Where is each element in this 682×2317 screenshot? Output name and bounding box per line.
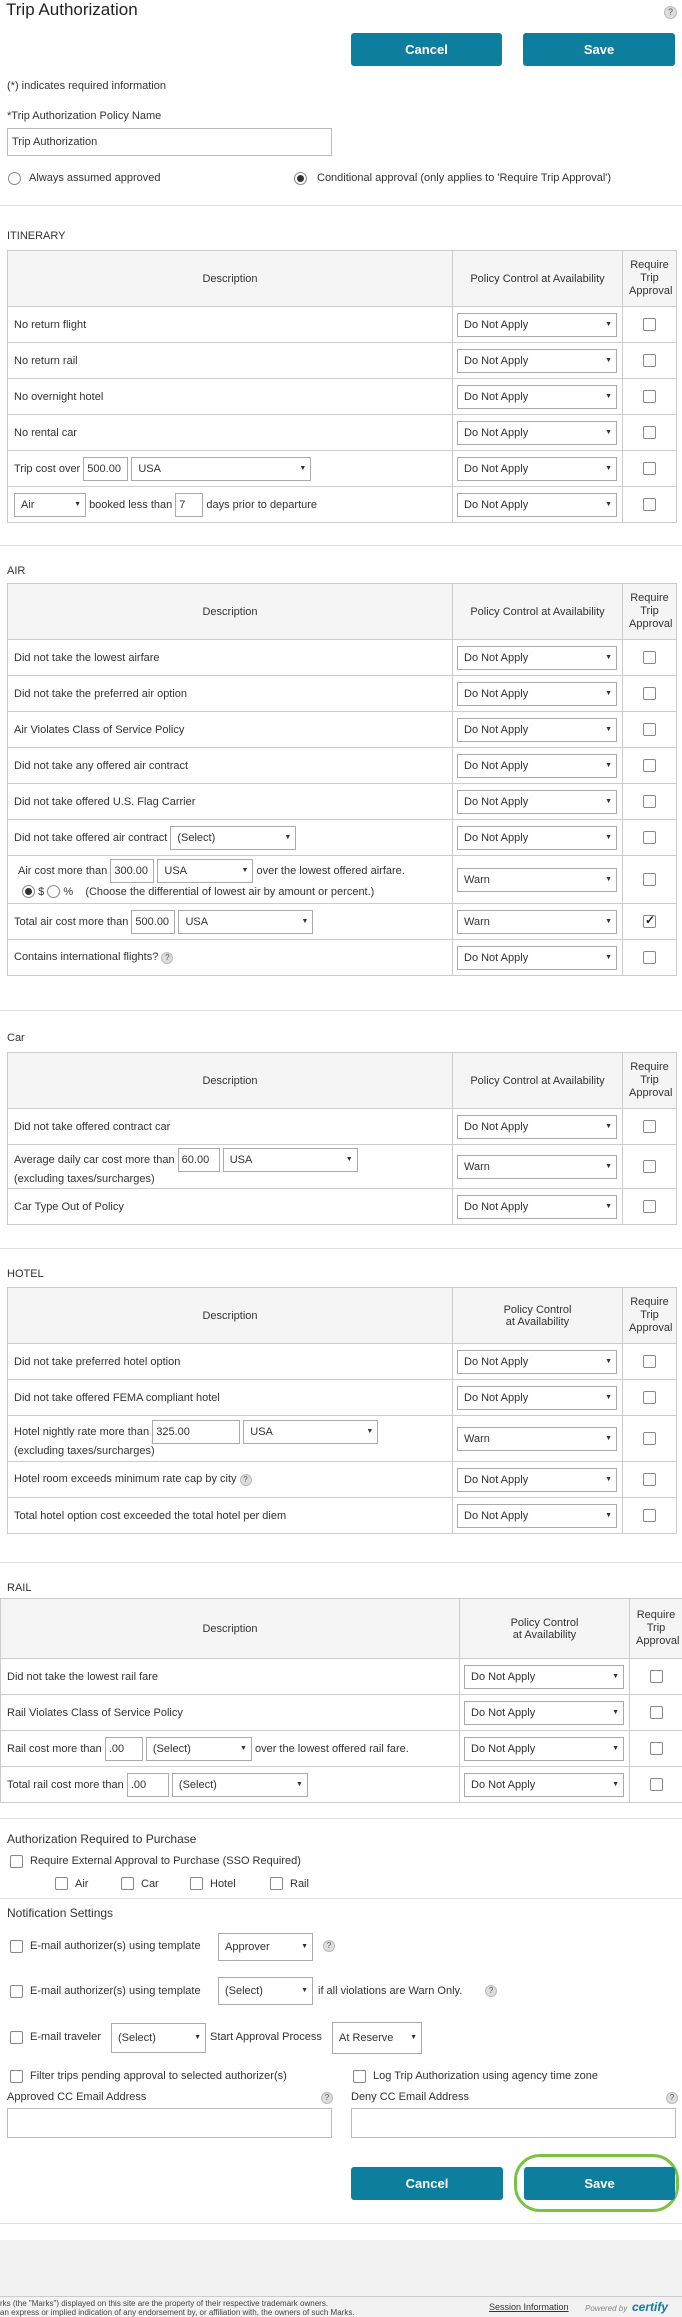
require-approval-checkbox[interactable] bbox=[643, 873, 656, 886]
external-approval-label: Require External Approval to Purchase (SSO Required) bbox=[30, 1855, 301, 1867]
require-approval-checkbox[interactable] bbox=[643, 462, 656, 475]
radio-always-approved[interactable] bbox=[8, 172, 21, 185]
col-require-approval: Require Trip Approval bbox=[623, 1288, 677, 1344]
col-policy-control: Policy Control at Availability bbox=[453, 1288, 623, 1344]
page-title: Trip Authorization bbox=[6, 0, 138, 19]
email-authorizer-checkbox[interactable] bbox=[10, 1940, 23, 1953]
purchase-air-checkbox[interactable] bbox=[55, 1877, 68, 1890]
table-row bbox=[8, 856, 677, 904]
booking-mode-select[interactable]: Air ▼ bbox=[14, 493, 86, 517]
radio-dollar[interactable] bbox=[22, 885, 35, 898]
col-description: Description bbox=[8, 1053, 453, 1109]
policy-control-select[interactable]: Do Not Apply ▼ bbox=[457, 349, 617, 373]
help-icon[interactable]: ? bbox=[666, 2092, 678, 2104]
air-contract-select[interactable]: (Select) ▼ bbox=[170, 826, 296, 850]
row-label: No rental car bbox=[8, 415, 453, 451]
divider bbox=[0, 1248, 682, 1249]
radio-conditional-label: Conditional approval (only applies to 'Require Trip Approval') bbox=[317, 172, 612, 184]
policy-control-select[interactable]: Do Not Apply ▼ bbox=[457, 1504, 617, 1528]
row-label: Did not take offered FEMA compliant hotel bbox=[8, 1380, 453, 1416]
row-note: (excluding taxes/surcharges) bbox=[14, 1444, 155, 1457]
row-suffix: days prior to departure bbox=[206, 498, 318, 511]
total-rail-amount-input[interactable]: .00 bbox=[127, 1773, 169, 1797]
col-policy-control: Policy Control at Availability bbox=[453, 251, 623, 307]
row-label: Hotel nightly rate more than bbox=[14, 1425, 150, 1438]
require-approval-checkbox[interactable] bbox=[650, 1670, 663, 1683]
table-row bbox=[8, 487, 677, 523]
help-icon[interactable]: ? bbox=[323, 1940, 335, 1952]
policy-control-select[interactable]: Do Not Apply ▼ bbox=[464, 1665, 624, 1689]
row-label: Did not take the preferred air option bbox=[8, 676, 453, 712]
col-policy-control: Policy Control at Availability bbox=[453, 1053, 623, 1109]
policy-control-select[interactable]: Do Not Apply ▼ bbox=[457, 826, 617, 850]
policy-control-select[interactable]: Do Not Apply ▼ bbox=[457, 1195, 617, 1219]
rail-cost-select[interactable]: (Select) ▼ bbox=[146, 1737, 252, 1761]
policy-control-select[interactable]: Do Not Apply ▼ bbox=[457, 790, 617, 814]
authorizer-template-select[interactable]: Approver ▼ bbox=[218, 1933, 313, 1961]
row-label: Average daily car cost more than bbox=[14, 1153, 175, 1166]
row-label: No overnight hotel bbox=[8, 379, 453, 415]
require-approval-checkbox[interactable] bbox=[643, 318, 656, 331]
policy-control-select[interactable]: Do Not Apply ▼ bbox=[464, 1773, 624, 1797]
purchase-rail-checkbox[interactable] bbox=[270, 1877, 283, 1890]
policy-control-select[interactable]: Do Not Apply ▼ bbox=[464, 1701, 624, 1725]
table-row bbox=[1, 1695, 682, 1731]
policy-control-select[interactable]: Do Not Apply ▼ bbox=[457, 1468, 617, 1492]
require-approval-checkbox[interactable] bbox=[643, 1432, 656, 1445]
policy-control-select[interactable]: Warn ▼ bbox=[457, 1155, 617, 1179]
email-traveler-checkbox[interactable] bbox=[10, 2031, 23, 2044]
filter-pending-label: Filter trips pending approval to selected authorizer(s) bbox=[30, 2070, 287, 2082]
table-row bbox=[8, 640, 677, 676]
table-row bbox=[8, 784, 677, 820]
help-icon[interactable]: ? bbox=[321, 2092, 333, 2104]
save-button-top[interactable]: Save bbox=[523, 33, 675, 66]
require-approval-checkbox[interactable] bbox=[643, 426, 656, 439]
table-row bbox=[1, 1731, 682, 1767]
trip-cost-amount-input[interactable]: 500.00 bbox=[83, 457, 128, 481]
policy-control-select[interactable]: Do Not Apply ▼ bbox=[457, 457, 617, 481]
require-approval-checkbox[interactable] bbox=[643, 1120, 656, 1133]
radio-percent-label: % bbox=[63, 885, 74, 898]
radio-dollar-label: $ bbox=[38, 885, 45, 898]
row-label: No return rail bbox=[8, 343, 453, 379]
air-cost-currency-select[interactable]: USA ▼ bbox=[157, 859, 253, 883]
table-row bbox=[8, 1380, 677, 1416]
require-approval-checkbox[interactable] bbox=[643, 1200, 656, 1213]
powered-by-label: Powered by bbox=[585, 2304, 628, 2313]
row-label: Did not take offered contract car bbox=[8, 1109, 453, 1145]
purchase-hotel-checkbox[interactable] bbox=[190, 1877, 203, 1890]
email-authorizer-label: E-mail authorizer(s) using template bbox=[30, 1940, 201, 1952]
table-row bbox=[1, 1767, 682, 1803]
table-row bbox=[8, 748, 677, 784]
policy-control-select[interactable]: Warn ▼ bbox=[457, 910, 617, 934]
row-label: Did not take the lowest rail fare bbox=[1, 1659, 460, 1695]
policy-control-select[interactable]: Warn ▼ bbox=[457, 868, 617, 892]
table-row bbox=[8, 451, 677, 487]
notifications-heading: Notification Settings bbox=[7, 1906, 114, 1920]
radio-conditional-approval[interactable] bbox=[294, 172, 307, 185]
require-approval-checkbox[interactable] bbox=[650, 1778, 663, 1791]
divider bbox=[0, 205, 682, 206]
start-process-select[interactable]: At Reserve ▼ bbox=[332, 2022, 422, 2054]
row-label: Total hotel option cost exceeded the total hotel per diem bbox=[8, 1498, 453, 1534]
row-label: Air Violates Class of Service Policy bbox=[8, 712, 453, 748]
divider bbox=[0, 1898, 682, 1899]
total-rail-select[interactable]: (Select) ▼ bbox=[172, 1773, 308, 1797]
purchase-rail-label: Rail bbox=[290, 1878, 309, 1890]
booking-days-input[interactable]: 7 bbox=[175, 493, 203, 517]
divider bbox=[0, 2296, 682, 2297]
rail-cost-amount-input[interactable]: .00 bbox=[105, 1737, 143, 1761]
session-information-link[interactable]: Session Information bbox=[489, 2302, 569, 2312]
require-approval-checkbox[interactable] bbox=[650, 1742, 663, 1755]
table-row bbox=[8, 1145, 677, 1189]
row-label: Air cost more than bbox=[18, 864, 108, 877]
policy-name-input[interactable]: Trip Authorization bbox=[7, 128, 332, 156]
footer-trademark-line2: an express or implied indication of any endorsement by, or affiliation with, the owners of such Marks. bbox=[0, 2308, 355, 2317]
section-car-heading: Car bbox=[7, 1032, 25, 1044]
authorizer-warn-template-select[interactable]: (Select) ▼ bbox=[218, 1977, 313, 2005]
col-require-approval: Require Trip Approval bbox=[623, 251, 677, 307]
row-suffix: over the lowest offered rail fare. bbox=[254, 1742, 409, 1755]
require-approval-checkbox[interactable] bbox=[643, 687, 656, 700]
row-label: Did not take any offered air contract bbox=[8, 748, 453, 784]
total-air-currency-select[interactable]: USA ▼ bbox=[178, 910, 313, 934]
deny-cc-input[interactable] bbox=[351, 2108, 676, 2138]
divider bbox=[0, 1562, 682, 1563]
row-label: Contains international flights? bbox=[14, 951, 159, 964]
require-approval-checkbox[interactable] bbox=[643, 951, 656, 964]
section-hotel-heading: HOTEL bbox=[7, 1268, 44, 1280]
table-row bbox=[8, 1189, 677, 1225]
policy-control-select[interactable]: Warn ▼ bbox=[457, 1427, 617, 1451]
table-row bbox=[8, 379, 677, 415]
col-description: Description bbox=[8, 251, 453, 307]
email-authorizer-warn-label: E-mail authorizer(s) using template bbox=[30, 1985, 201, 1997]
row-suffix: over the lowest offered airfare. bbox=[256, 864, 405, 877]
table-row bbox=[8, 1344, 677, 1380]
hotel-table bbox=[7, 1287, 677, 1534]
divider bbox=[0, 2223, 682, 2224]
auth-purchase-heading: Authorization Required to Purchase bbox=[7, 1832, 197, 1846]
rail-table bbox=[0, 1598, 682, 1803]
col-require-approval: Require Trip Approval bbox=[623, 1053, 677, 1109]
log-timezone-checkbox[interactable] bbox=[353, 2070, 366, 2083]
policy-control-select[interactable]: Do Not Apply ▼ bbox=[464, 1737, 624, 1761]
help-icon[interactable]: ? bbox=[664, 6, 677, 19]
total-air-amount-input[interactable]: 500.00 bbox=[131, 910, 175, 934]
policy-control-select[interactable]: Do Not Apply ▼ bbox=[457, 754, 617, 778]
col-require-approval: Require Trip Approval bbox=[623, 584, 677, 640]
policy-control-select[interactable]: Do Not Apply ▼ bbox=[457, 718, 617, 742]
row-label: Did not take offered U.S. Flag Carrier bbox=[8, 784, 453, 820]
require-approval-checkbox[interactable] bbox=[643, 1473, 656, 1486]
col-description: Description bbox=[8, 584, 453, 640]
require-approval-checkbox[interactable] bbox=[643, 354, 656, 367]
divider bbox=[0, 545, 682, 546]
require-approval-checkbox[interactable] bbox=[643, 498, 656, 511]
footer-trademark-line1: rks (the "Marks") displayed on this site are the property of their respective trademark owners. bbox=[0, 2299, 329, 2308]
policy-control-select[interactable]: Do Not Apply ▼ bbox=[457, 1350, 617, 1374]
table-row bbox=[8, 1462, 677, 1498]
approved-cc-input[interactable] bbox=[7, 2108, 332, 2138]
warn-only-label: if all violations are Warn Only. bbox=[318, 1985, 463, 1997]
hotel-rate-currency-select[interactable]: USA ▼ bbox=[243, 1420, 378, 1444]
require-approval-checkbox[interactable] bbox=[643, 1391, 656, 1404]
table-row bbox=[8, 415, 677, 451]
help-icon[interactable]: ? bbox=[485, 1985, 497, 1997]
table-row bbox=[8, 820, 677, 856]
row-label: Did not take offered air contract bbox=[14, 831, 168, 844]
email-authorizer-warn-checkbox[interactable] bbox=[10, 1985, 23, 1998]
help-icon[interactable]: ? bbox=[161, 952, 173, 964]
divider bbox=[0, 1010, 682, 1011]
approved-cc-label: Approved CC Email Address bbox=[7, 2091, 147, 2103]
required-note: (*) indicates required information bbox=[7, 80, 166, 92]
air-cost-amount-input[interactable]: 300.00 bbox=[110, 859, 154, 883]
cancel-button-bottom[interactable]: Cancel bbox=[351, 2167, 503, 2200]
require-approval-checkbox[interactable] bbox=[643, 1509, 656, 1522]
row-label: Did not take the lowest airfare bbox=[8, 640, 453, 676]
policy-control-select[interactable]: Do Not Apply ▼ bbox=[457, 385, 617, 409]
col-require-approval: Require Trip Approval bbox=[630, 1599, 682, 1659]
radio-percent[interactable] bbox=[47, 885, 60, 898]
table-row bbox=[1, 1659, 682, 1695]
row-label: Total air cost more than bbox=[14, 915, 129, 928]
require-approval-checkbox[interactable] bbox=[643, 1355, 656, 1368]
section-rail-heading: RAIL bbox=[7, 1582, 32, 1594]
car-cost-amount-input[interactable]: 60.00 bbox=[178, 1148, 220, 1172]
start-process-label: Start Approval Process bbox=[210, 2031, 322, 2043]
col-policy-control: Policy Control at Availability bbox=[453, 584, 623, 640]
itinerary-table bbox=[7, 250, 677, 523]
purchase-hotel-label: Hotel bbox=[210, 1878, 236, 1890]
trip-cost-currency-select[interactable]: USA ▼ bbox=[131, 457, 311, 481]
row-note: (Choose the differential of lowest air by amount or percent.) bbox=[85, 885, 375, 898]
require-approval-checkbox[interactable] bbox=[643, 795, 656, 808]
policy-control-select[interactable]: Do Not Apply ▼ bbox=[457, 1115, 617, 1139]
policy-control-select[interactable]: Do Not Apply ▼ bbox=[457, 1386, 617, 1410]
policy-control-select[interactable]: Do Not Apply ▼ bbox=[457, 493, 617, 517]
policy-control-select[interactable]: Do Not Apply ▼ bbox=[457, 682, 617, 706]
require-approval-checkbox[interactable] bbox=[643, 759, 656, 772]
table-row bbox=[8, 343, 677, 379]
policy-control-select[interactable]: Do Not Apply ▼ bbox=[457, 421, 617, 445]
policy-name-label: *Trip Authorization Policy Name bbox=[7, 110, 162, 122]
row-label: Hotel room exceeds minimum rate cap by city bbox=[14, 1473, 237, 1486]
hotel-rate-amount-input[interactable]: 325.00 bbox=[152, 1420, 240, 1444]
require-approval-checkbox[interactable] bbox=[643, 390, 656, 403]
require-approval-checkbox[interactable] bbox=[643, 651, 656, 664]
row-label: Trip cost over bbox=[14, 462, 81, 475]
radio-always-label: Always assumed approved bbox=[29, 172, 161, 184]
table-row bbox=[8, 1498, 677, 1534]
policy-control-select[interactable]: Do Not Apply ▼ bbox=[457, 646, 617, 670]
email-traveler-label: E-mail traveler bbox=[30, 2031, 101, 2043]
table-row bbox=[8, 1416, 677, 1462]
require-approval-checkbox[interactable] bbox=[643, 1160, 656, 1173]
row-label: Rail cost more than bbox=[7, 1742, 102, 1755]
row-note: (excluding taxes/surcharges) bbox=[14, 1172, 155, 1185]
policy-control-select[interactable]: Do Not Apply ▼ bbox=[457, 313, 617, 337]
table-row bbox=[8, 940, 677, 976]
row-label: No return flight bbox=[8, 307, 453, 343]
table-row bbox=[8, 676, 677, 712]
table-row bbox=[8, 1109, 677, 1145]
divider bbox=[0, 1818, 682, 1819]
col-description: Description bbox=[1, 1599, 460, 1659]
require-approval-checkbox[interactable] bbox=[643, 831, 656, 844]
require-approval-checkbox[interactable] bbox=[643, 723, 656, 736]
row-label: Did not take preferred hotel option bbox=[8, 1344, 453, 1380]
external-approval-checkbox[interactable] bbox=[10, 1855, 23, 1868]
traveler-template-select[interactable]: (Select) ▼ bbox=[111, 2023, 206, 2053]
require-approval-checkbox[interactable] bbox=[643, 915, 656, 928]
table-row bbox=[8, 712, 677, 748]
table-row bbox=[8, 307, 677, 343]
deny-cc-label: Deny CC Email Address bbox=[351, 2091, 469, 2103]
table-row bbox=[8, 904, 677, 940]
purchase-air-label: Air bbox=[75, 1878, 89, 1890]
section-itinerary-heading: ITINERARY bbox=[7, 230, 66, 242]
help-icon[interactable]: ? bbox=[240, 1474, 252, 1486]
car-cost-currency-select[interactable]: USA ▼ bbox=[223, 1148, 358, 1172]
air-table bbox=[7, 583, 677, 976]
row-label: Car Type Out of Policy bbox=[8, 1189, 453, 1225]
filter-pending-checkbox[interactable] bbox=[10, 2070, 23, 2083]
section-air-heading: AIR bbox=[7, 565, 26, 577]
policy-control-select[interactable]: Do Not Apply ▼ bbox=[457, 946, 617, 970]
row-label: booked less than bbox=[89, 498, 173, 511]
purchase-car-label: Car bbox=[141, 1878, 159, 1890]
row-label: Total rail cost more than bbox=[7, 1778, 124, 1791]
cancel-button-top[interactable]: Cancel bbox=[351, 33, 502, 66]
save-button-bottom[interactable]: Save bbox=[524, 2167, 675, 2200]
require-approval-checkbox[interactable] bbox=[650, 1706, 663, 1719]
certify-logo: certify bbox=[632, 2300, 669, 2314]
col-description: Description bbox=[8, 1288, 453, 1344]
purchase-car-checkbox[interactable] bbox=[121, 1877, 134, 1890]
col-policy-control: Policy Control at Availability bbox=[460, 1599, 630, 1659]
row-label: Rail Violates Class of Service Policy bbox=[1, 1695, 460, 1731]
log-timezone-label: Log Trip Authorization using agency time zone bbox=[373, 2070, 599, 2082]
car-table bbox=[7, 1052, 677, 1225]
